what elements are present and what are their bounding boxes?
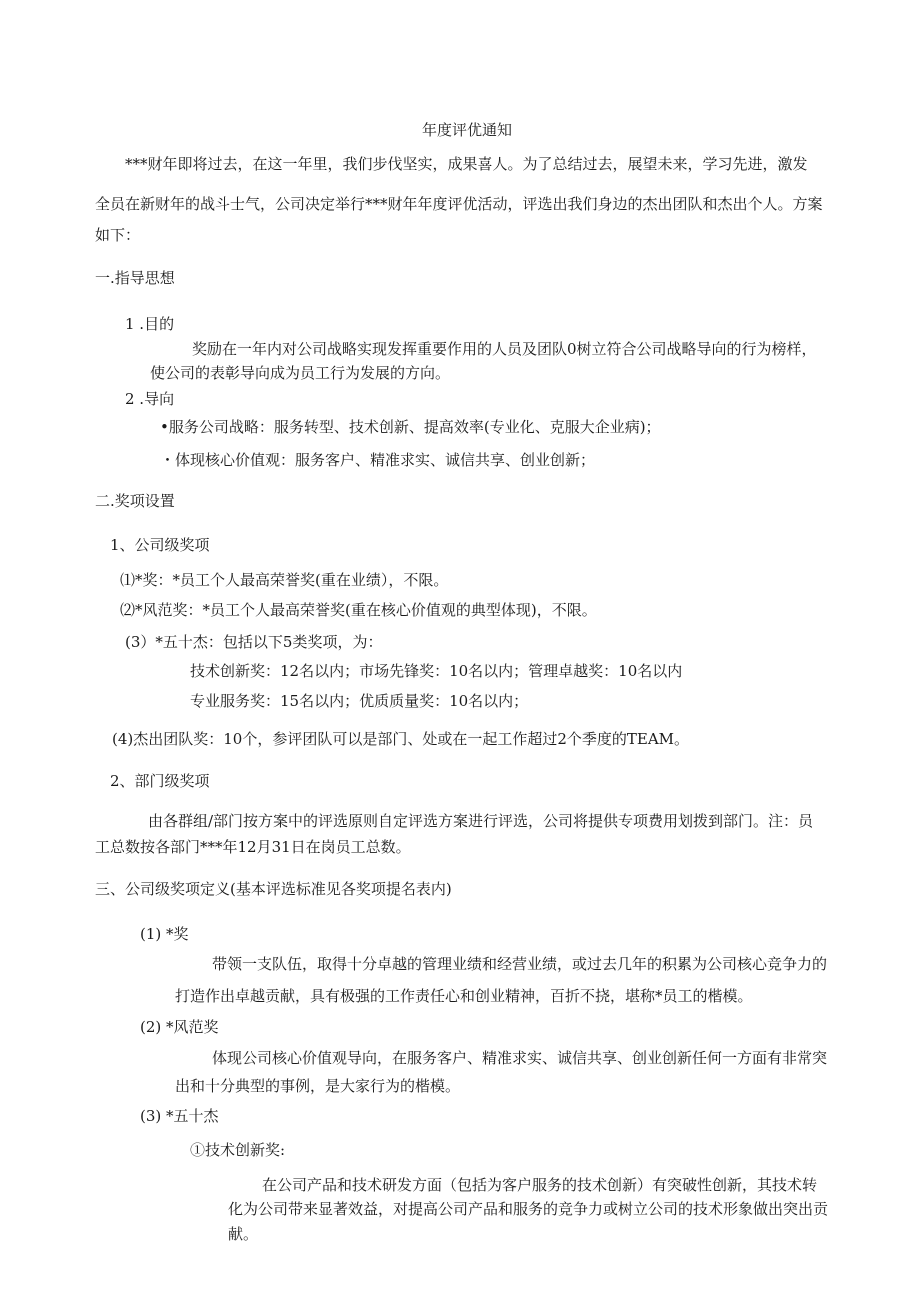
section-1-item-1-text-1: 奖励在一年内对公司战略实现发挥重要作用的人员及团队0树立符合公司战略导向的行为榜样， bbox=[192, 340, 817, 358]
section-1-item-2-label: 2 .导向 bbox=[125, 390, 175, 408]
def-3-line-1: 在公司产品和技术研发方面（包括为客户服务的技术创新）有突破性创新，其技术转 bbox=[262, 1176, 818, 1194]
intro-line-2: 全员在新财年的战斗士气，公司决定举行***财年年度评优活动，评选出我们身边的杰出团队和杰出个人。方案 bbox=[95, 195, 823, 213]
def-1-label: (1) *奖 bbox=[140, 925, 189, 943]
intro-line-1: ***财年即将过去，在这一年里，我们步伐坚实，成果喜人。为了总结过去，展望未来，学习先进，激发 bbox=[125, 155, 808, 173]
def-3-line-2: 化为公司带来显著效益，对提高公司产品和服务的竞争力或树立公司的技术形象做出突出贡 bbox=[228, 1200, 829, 1218]
section-1-heading: 一.指导思想 bbox=[95, 269, 175, 287]
def-3-sub-heading: ①技术创新奖: bbox=[190, 1141, 286, 1159]
section-1-bullet-2: ・体现核心价值观：服务客户、精准求实、诚信共享、创业创新； bbox=[160, 451, 596, 469]
dept-line-2: 工总数按各部门***年12月31日在岗员工总数。 bbox=[95, 838, 411, 856]
section-2-heading: 二.奖项设置 bbox=[95, 492, 175, 510]
award-3-line-2: 专业服务奖：15名以内；优质质量奖：10名以内； bbox=[190, 692, 529, 710]
def-1-line-2: 打造作出卓越贡献，具有极强的工作责任心和创业精神，百折不挠，堪称*员工的楷模。 bbox=[175, 987, 753, 1005]
def-2-line-2: 出和十分典型的事例，是大家行为的楷模。 bbox=[175, 1077, 461, 1095]
def-2-line-1: 体现公司核心价值观导向，在服务客户、精准求实、诚信共享、创业创新任何一方面有非常突 bbox=[212, 1049, 828, 1067]
award-2: ⑵*风范奖：*员工个人最高荣誉奖(重在核心价值观的典型体现)，不限。 bbox=[120, 601, 597, 619]
section-2-sub-2-heading: 2、部门级奖项 bbox=[110, 772, 210, 790]
award-3-line-1: 技术创新奖：12名以内；市场先锋奖：10名以内；管理卓越奖：10名以内 bbox=[190, 662, 683, 680]
section-1-bullet-1: •服务公司战略：服务转型、技术创新、提高效率(专业化、克服大企业病)； bbox=[160, 418, 661, 436]
award-1: ⑴*奖：*员工个人最高荣誉奖(重在业绩），不限。 bbox=[120, 571, 449, 589]
document-title: 年度评优通知 bbox=[422, 121, 513, 139]
section-3-heading: 三、公司级奖项定义(基本评选标准见各奖项提名表内) bbox=[95, 880, 452, 898]
section-1-item-1-text-2: 使公司的表彰导向成为员工行为发展的方向。 bbox=[150, 364, 451, 382]
def-3-line-3: 献。 bbox=[228, 1225, 259, 1243]
award-3: (3）*五十杰：包括以下5类奖项，为： bbox=[125, 633, 383, 651]
intro-line-3: 如下： bbox=[95, 226, 141, 244]
def-3-label: (3) *五十杰 bbox=[140, 1107, 219, 1125]
def-1-line-1: 带领一支队伍，取得十分卓越的管理业绩和经营业绩，或过去几年的积累为公司核心竞争力的 bbox=[212, 955, 828, 973]
award-4: (4)杰出团队奖：10个，参评团队可以是部门、处或在一起工作超过2个季度的TEAM。 bbox=[112, 730, 690, 748]
def-2-label: (2) *风范奖 bbox=[140, 1018, 219, 1036]
section-2-sub-1-heading: 1、公司级奖项 bbox=[110, 536, 210, 554]
section-1-item-1-label: 1 .目的 bbox=[125, 315, 175, 333]
dept-line-1: 由各群组/部门按方案中的评选原则自定评选方案进行评选，公司将提供专项费用划拨到部门。注：员 bbox=[148, 812, 814, 830]
